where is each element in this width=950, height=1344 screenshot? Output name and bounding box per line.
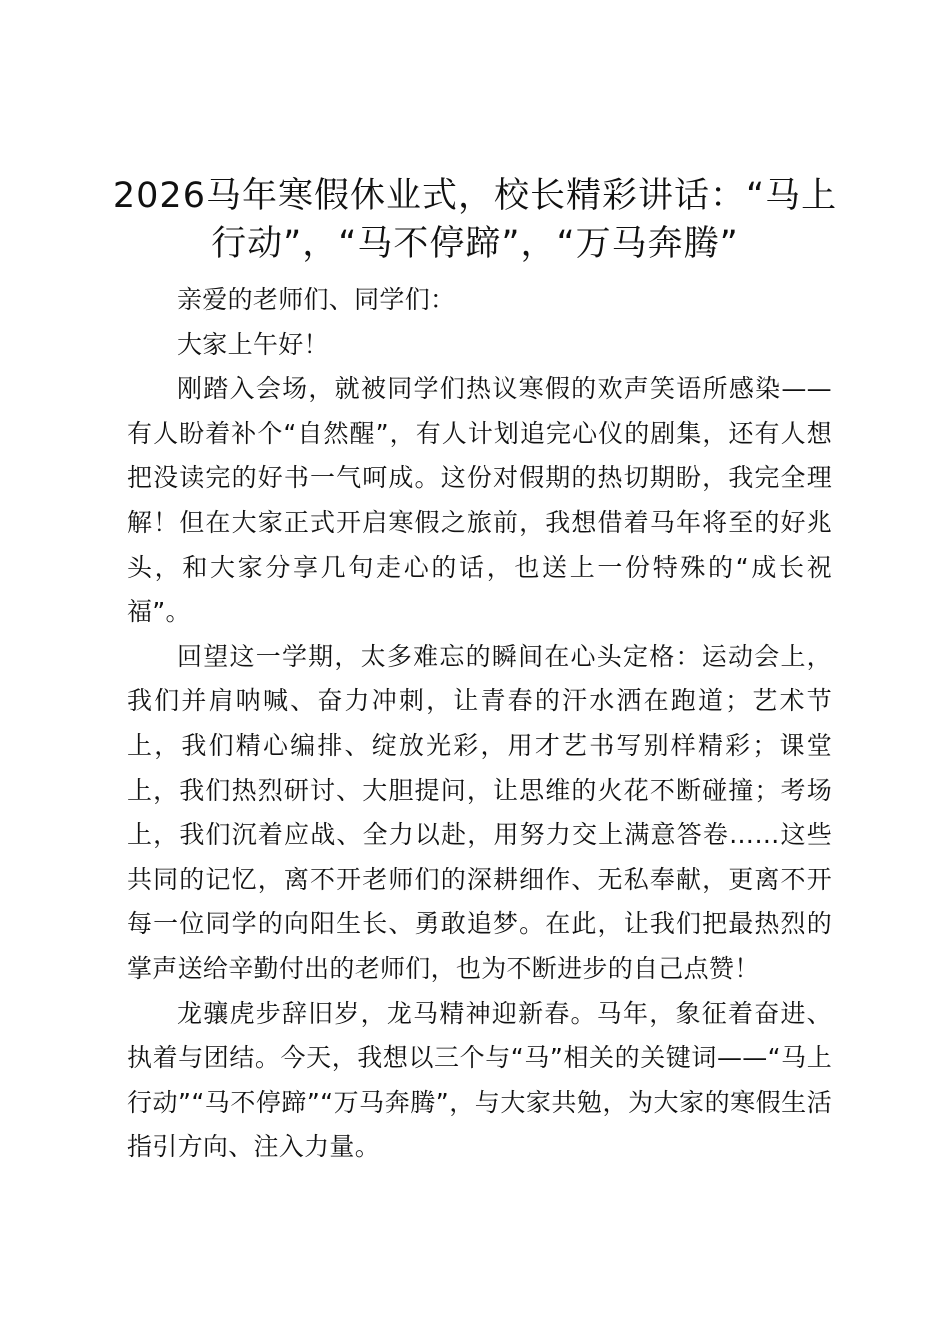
body-paragraph: 刚踏入会场，就被同学们热议寒假的欢声笑语所感染——有人盼着补个“自然醒”，有人计划追完心仪的剧集，还有人想把没读完的好书一气呵成。这份对假期的热切期盼，我完全理解！但在大家正式开启寒假之旅前，我想借着马年将至的好兆头，和大家分享几句走心的话，也送上一份特殊的“成长祝福”。 xyxy=(127,374,832,627)
body-paragraph: 回望这一学期，太多难忘的瞬间在心头定格：运动会上，我们并肩呐喊、奋力冲刺，让青春的汗水洒在跑道；艺术节上，我们精心编排、绽放光彩，用才艺书写别样精彩；课堂上，我们热烈研讨、大胆提问，让思维的火花不断碰撞；考场上，我们沉着应战、全力以赴，用努力交上满意答卷……这些共同的记忆，离不开老师们的深耕细作、无私奉献，更离不开每一位同学的向阳生长、勇敢追梦。在此，让我们把最热烈的掌声送给辛勤付出的老师们，也为不断进步的自己点赞！ xyxy=(127,641,832,983)
greeting: 大家上午好！ xyxy=(177,329,329,359)
document-body xyxy=(127,278,832,1170)
document-title: 2026马年寒假休业式，校长精彩讲话：“马上行动”，“马不停蹄”，“万马奔腾” xyxy=(112,176,838,264)
salutation: 亲爱的老师们、同学们： xyxy=(177,285,456,314)
body-paragraph: 龙骧虎步辞旧岁，龙马精神迎新春。马年，象征着奋进、执着与团结。今天，我想以三个与“马”相关的关键词——“马上行动”“马不停蹄”“万马奔腾”，与大家共勉，为大家的寒假生活指引方向、注入力量。 xyxy=(127,998,832,1162)
